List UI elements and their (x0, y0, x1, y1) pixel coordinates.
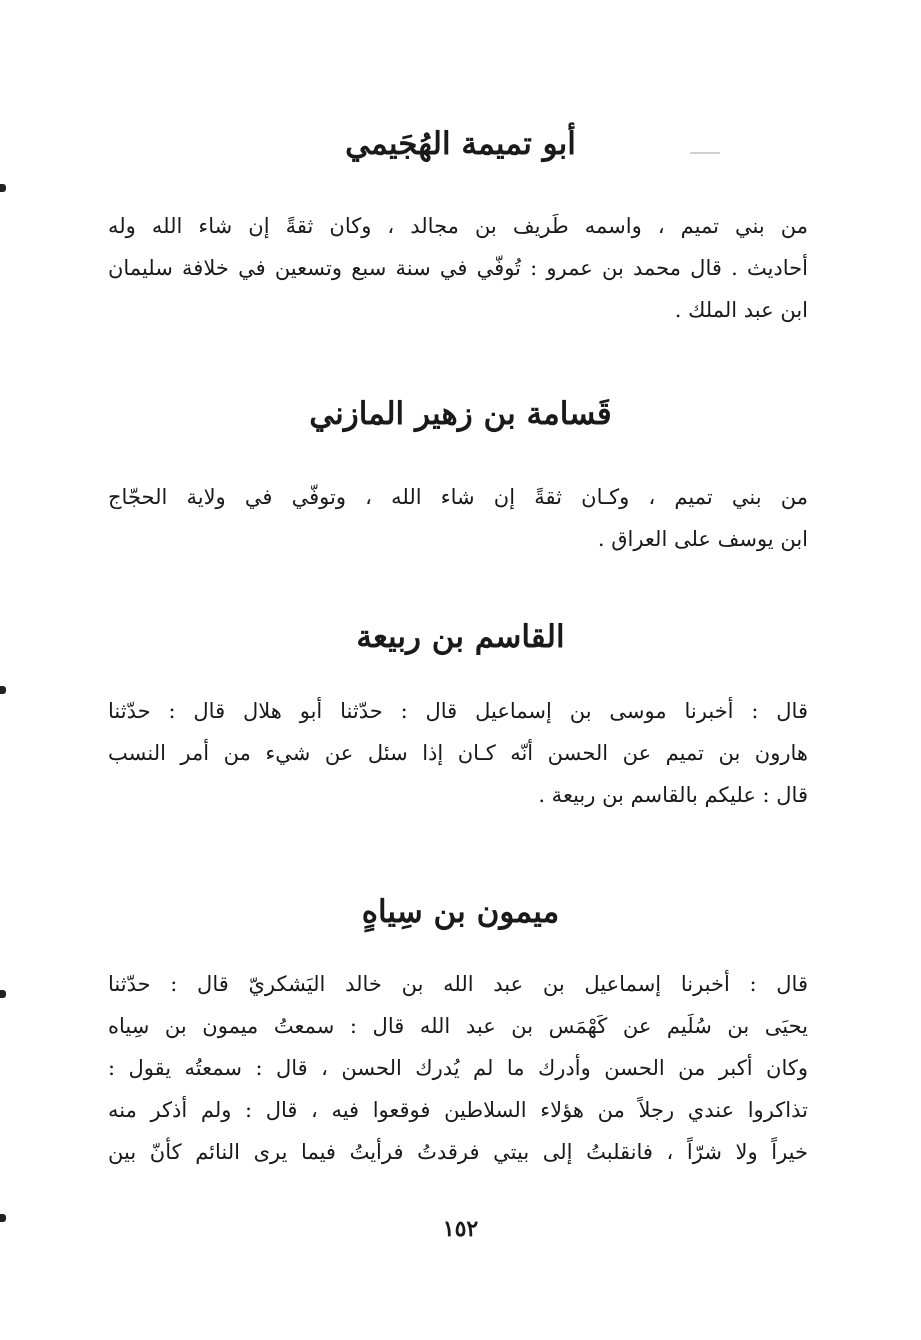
text-line: قال : عليكم بالقاسم بن ربيعة . (538, 783, 808, 807)
margin-dot (0, 990, 6, 998)
text-line: ابن يوسف على العراق . (597, 527, 808, 551)
section-title-qasama: قَسامة بن زهير المازني (309, 396, 612, 432)
text-line: قال : أخبرنا موسى بن إسماعيل قال : حدّثنا أبو هلال قال : حدّثنا (108, 699, 808, 723)
section-body-al-qasim (108, 690, 808, 816)
text-line: أحاديث . قال محمد بن عمرو : تُوفّي في سنة سبع وتسعين في خلافة سليمان (108, 256, 808, 280)
text-line: هارون بن تميم عن الحسن أنّه كـان إذا سئل عن شيء من أمر النسب (108, 741, 808, 765)
margin-dot (0, 184, 6, 192)
text-line: تذاكروا عندي رجلاً من هؤلاء السلاطين فوقعوا فيه ، قال : ولم أذكر منه (108, 1098, 808, 1122)
section-title-al-qasim: القاسم بن ربيعة (356, 619, 565, 655)
section-body-abu-tamima (108, 205, 808, 331)
page-number: ١٥٢ (442, 1216, 479, 1242)
section-body-maymun (108, 963, 808, 1173)
text-line: من بني تميم ، واسمه طَريف بن مجالد ، وكان ثقةً إن شاء الله وله (108, 214, 808, 238)
text-line: قال : أخبرنا إسماعيل بن عبد الله بن خالد اليَشكريّ قال : حدّثنا (108, 972, 808, 996)
text-line: ابن عبد الملك . (674, 298, 808, 322)
section-title-maymun: ميمون بن سِياهٍ (361, 894, 560, 930)
text-line: يحيَى بن سُلَيم عن كَهْمَس بن عبد الله قال : سمعتُ ميمون بن سِياه (108, 1014, 808, 1038)
section-body-qasama (108, 476, 808, 560)
margin-dot (0, 1214, 6, 1222)
text-line: خيراً ولا شرّاً ، فانقلبتُ إلى بيتي فرقدتُ فرأيتُ فيما يرى النائم كأنّ بين (108, 1140, 808, 1164)
text-line: من بني تميم ، وكـان ثقةً إن شاء الله ، وتوفّي في ولاية الحجّاج (108, 485, 808, 509)
margin-dot (0, 686, 6, 694)
text-line: وكان أكبر من الحسن وأدرك ما لم يُدرك الحسن ، قال : سمعتُه يقول : (108, 1056, 808, 1080)
section-title-abu-tamima: أبو تميمة الهُجَيمي (345, 126, 576, 162)
